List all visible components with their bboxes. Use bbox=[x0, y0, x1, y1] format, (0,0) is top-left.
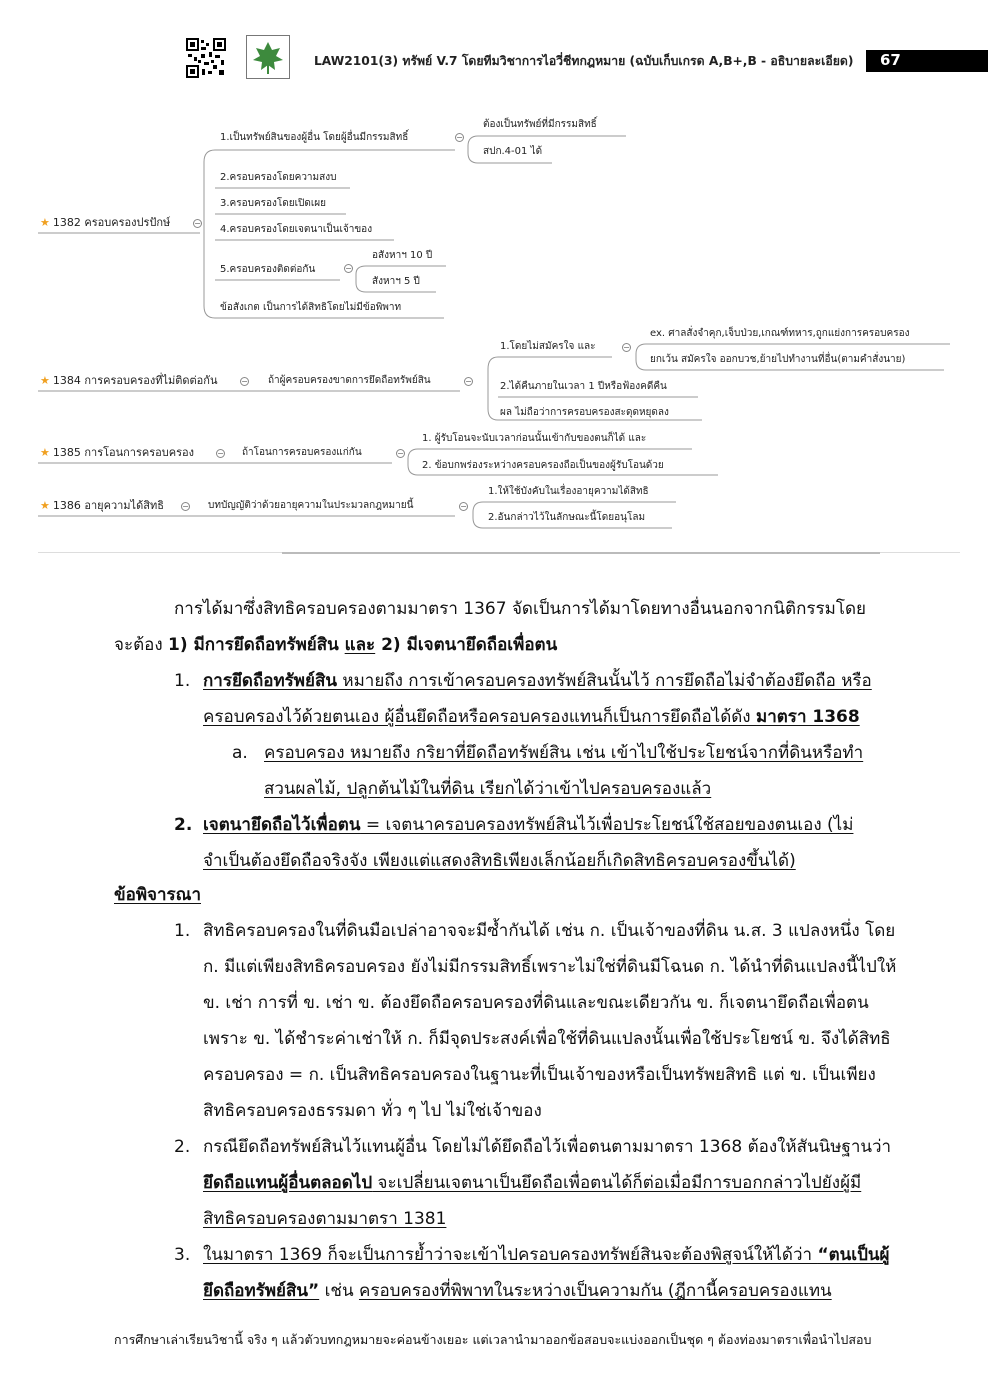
list-number: 1. bbox=[174, 921, 191, 941]
list-item-line: สิทธิครอบครองตามมาตรา 1381 bbox=[203, 1209, 447, 1229]
mind-map-connectors bbox=[0, 0, 988, 560]
mindmap-node-1384-c1a: 1.โดยไม่สมัครใจ และ bbox=[500, 341, 596, 352]
list-number: 3. bbox=[174, 1245, 191, 1265]
list-item-line: ข. เช่า การที่ ข. เช่า ข. ต้องยึดถือครอบครองที่ดินและขณะเดียวกัน ข. ก็เจตนายึดถือเพื่อตน bbox=[203, 993, 869, 1013]
star-icon: ★ bbox=[40, 216, 50, 229]
list-number: 1. bbox=[174, 671, 191, 691]
collapse-toggle-icon[interactable]: − bbox=[194, 219, 201, 228]
collapse-toggle-icon[interactable]: − bbox=[460, 502, 467, 511]
page-number: 67 bbox=[880, 51, 901, 69]
mindmap-node-1382-c3: 3.ครอบครองโดยเปิดเผย bbox=[220, 198, 327, 209]
paragraph-line: จะต้อง 1) มีการยึดถือทรัพย์สิน และ 2) มีเจตนายึดถือเพื่อตน bbox=[114, 635, 558, 655]
mindmap-node-1382-c4: 4.ครอบครองโดยเจตนาเป็นเจ้าของ bbox=[220, 224, 373, 235]
mindmap-node-1382-c5b: สังหาฯ 5 ปี bbox=[372, 276, 420, 287]
mindmap-node-1384-c1b: 2.ได้คืนภายในเวลา 1 ปีหรือฟ้องคดีคืน bbox=[500, 381, 667, 392]
collapse-toggle-icon[interactable]: − bbox=[217, 449, 224, 458]
mindmap-node-1384-c1a2: ยกเว้น สมัครใจ ออกบวช,ย้ายไปทำงานที่อื่น(ตามคำสั่งนาย) bbox=[650, 354, 906, 365]
mindmap-node-1382-c5a: อสังหาฯ 10 ปี bbox=[372, 250, 433, 261]
section-divider-accent bbox=[282, 552, 880, 554]
collapse-toggle-icon[interactable]: − bbox=[397, 449, 404, 458]
list-number: 2. bbox=[174, 815, 193, 835]
mindmap-node-1384-c1a1: ex. ศาลสั่งจำคุก,เจ็บป่วย,เกณฑ์ทหาร,ถูกแย่งการครอบครอง bbox=[650, 328, 910, 339]
list-letter: a. bbox=[232, 743, 248, 763]
collapse-toggle-icon[interactable]: − bbox=[456, 133, 463, 142]
mindmap-node-1385-c1: ถ้าโอนการครอบครองแก่กัน bbox=[242, 447, 362, 458]
mindmap-node-1386-c1: บทบัญญัติว่าด้วยอายุความในประมวลกฎหมายนี้ bbox=[208, 500, 414, 511]
collapse-toggle-icon[interactable]: − bbox=[345, 264, 352, 273]
list-item-line: การยึดถือทรัพย์สิน หมายถึง การเข้าครอบครองทรัพย์สินนั้นไว้ การยึดถือไม่จำต้องยึดถือ หรือ bbox=[203, 671, 872, 691]
list-item-line: จำเป็นต้องยึดถือจริงจัง เพียงแต่แสดงสิทธิเพียงเล็กน้อยก็เกิดสิทธิครอบครองขึ้นได้) bbox=[203, 851, 796, 871]
list-item-line: ครอบครองไว้ด้วยตนเอง ผู้อื่นยึดถือหรือครอบครองแทนก็เป็นการยึดถือได้ดัง มาตรา 1368 bbox=[203, 707, 860, 727]
list-item-line: ครอบครอง หมายถึง กริยาที่ยึดถือทรัพย์สิน เช่น เข้าไปใช้ประโยชน์จากที่ดินหรือทำ bbox=[264, 743, 864, 763]
list-item-line: ในมาตรา 1369 ก็จะเป็นการย้ำว่าจะเข้าไปครอบครองทรัพย์สินจะต้องพิสูจน์ให้ได้ว่า “ตนเป็นผู้ bbox=[203, 1245, 890, 1265]
mindmap-node-1386: ★ 1386 อายุความได้สิทธิ bbox=[40, 499, 164, 512]
mindmap-node-1382-c1: 1.เป็นทรัพย์สินของผู้อื่น โดยผู้อื่นมีกรรมสิทธิ์ bbox=[220, 132, 409, 143]
mind-map bbox=[0, 0, 988, 560]
mindmap-node-1382: ★ 1382 ครอบครองปรปักษ์ bbox=[40, 216, 171, 229]
mindmap-node-1382-c2: 2.ครอบครองโดยความสงบ bbox=[220, 172, 337, 183]
star-icon: ★ bbox=[40, 374, 50, 387]
collapse-toggle-icon[interactable]: − bbox=[241, 377, 248, 386]
mindmap-node-1385-c1a: 1. ผู้รับโอนจะนับเวลาก่อนนั้นเข้ากับของตนก็ได้ และ bbox=[422, 433, 647, 444]
page-footer: การศึกษาเล่าเรียนวิชานี้ จริง ๆ แล้วตัวบทกฎหมายจะค่อนข้างเยอะ แต่เวลานำมาออกข้อสอบจะแบ่งออกเป็นชุด ๆ ต้องท่องมาตราเพื่อนำไปสอบ bbox=[114, 1332, 872, 1347]
list-item-line: สิทธิครอบครองในที่ดินมือเปล่าอาจจะมีซ้ำกันได้ เช่น ก. เป็นเจ้าของที่ดิน น.ส. 3 แปลงหนึ่ง โดย bbox=[203, 921, 896, 941]
list-item-line: ครอบครอง = ก. เป็นสิทธิครอบครองในฐานะที่เป็นเจ้าของหรือเป็นทรัพยสิทธิ แต่ ข. เป็นเพียง bbox=[203, 1065, 876, 1085]
mindmap-node-1384: ★ 1384 การครอบครองที่ไม่ติดต่อกัน bbox=[40, 374, 218, 387]
list-item-line: สิทธิครอบครองธรรมดา ทั่ว ๆ ไป ไม่ใช่เจ้าของ bbox=[203, 1101, 542, 1121]
mindmap-node-1385: ★ 1385 การโอนการครอบครอง bbox=[40, 446, 194, 459]
list-item-line: เจตนายึดถือไว้เพื่อตน = เจตนาครอบครองทรัพย์สินไว้เพื่อประโยชน์ใช้สอยของตนเอง (ไม่ bbox=[203, 815, 854, 835]
mindmap-node-1382-c6: ข้อสังเกต เป็นการได้สิทธิโดยไม่มีข้อพิพาท bbox=[220, 302, 402, 313]
mindmap-node-1384-c1: ถ้าผู้ครอบครองขาดการยึดถือทรัพย์สิน bbox=[268, 375, 431, 386]
list-item-line: เพราะ ข. ได้ชำระค่าเช่าให้ ก. ก็มีจุดประสงค์เพื่อใช้ที่ดินแปลงนั้นเพื่อใช้ประโยชน์ ข. จึงได้สิทธิ bbox=[203, 1029, 891, 1049]
list-item-line: ก. มีแต่เพียงสิทธิครอบครอง ยังไม่มีกรรมสิทธิ์เพราะไม่ใช่ที่ดินมีโฉนด ก. ได้นำที่ดินแปลงนี้ไปให้ bbox=[203, 957, 897, 977]
list-item-line: ยึดถือทรัพย์สิน” เช่น ครอบครองที่พิพาทในระหว่างเป็นความกัน (ฎีกานี้ครอบครองแทน bbox=[203, 1281, 832, 1301]
list-item-line: สวนผลไม้, ปลูกต้นไม้ในที่ดิน เรียกได้ว่าเข้าไปครอบครองแล้ว bbox=[264, 779, 712, 799]
star-icon: ★ bbox=[40, 499, 50, 512]
list-item-line: ยึดถือแทนผู้อื่นตลอดไป จะเปลี่ยนเจตนาเป็นยึดถือเพื่อตนได้ก็ต่อเมื่อมีการบอกกล่าวไปยังผู้มี bbox=[203, 1173, 862, 1193]
mindmap-node-1382-c1b: สปก.4-01 ได้ bbox=[483, 146, 543, 157]
mindmap-node-1386-c1b: 2.อันกล่าวไว้ในลักษณะนี้โดยอนุโลม bbox=[488, 512, 646, 523]
mindmap-node-1382-c1a: ต้องเป็นทรัพย์ที่มีกรรมสิทธิ์ bbox=[483, 119, 597, 130]
collapse-toggle-icon[interactable]: − bbox=[623, 343, 630, 352]
mindmap-node-1385-c1b: 2. ข้อบกพร่องระหว่างครอบครองถือเป็นของผู้รับโอนด้วย bbox=[422, 460, 664, 471]
header-title: LAW2101(3) ทรัพย์ V.7 โดยทีมวิชาการไอวี่ชีทกฎหมาย (ฉบับเก็บเกรด A,B+,B - อธิบายละเอียด) bbox=[314, 54, 854, 68]
mindmap-node-1382-c5: 5.ครอบครองติดต่อกัน bbox=[220, 264, 316, 275]
mindmap-node-1384-c1c: ผล ไม่ถือว่าการครอบครองสะดุดหยุดลง bbox=[500, 407, 669, 418]
collapse-toggle-icon[interactable]: − bbox=[465, 377, 472, 386]
list-number: 2. bbox=[174, 1137, 191, 1157]
paragraph-line: การได้มาซึ่งสิทธิครอบครองตามมาตรา 1367 จัดเป็นการได้มาโดยทางอื่นนอกจากนิติกรรมโดย bbox=[174, 599, 866, 619]
list-item-line: กรณียึดถือทรัพย์สินไว้แทนผู้อื่น โดยไม่ได้ยึดถือไว้เพื่อตนตามมาตรา 1368 ต้องให้สันนิษฐานว่า bbox=[203, 1137, 892, 1157]
star-icon: ★ bbox=[40, 446, 50, 459]
mindmap-node-1386-c1a: 1.ให้ใช้บังคับในเรื่องอายุความได้สิทธิ bbox=[488, 486, 649, 497]
collapse-toggle-icon[interactable]: − bbox=[182, 502, 189, 511]
section-heading: ข้อพิจารณา bbox=[114, 885, 201, 905]
